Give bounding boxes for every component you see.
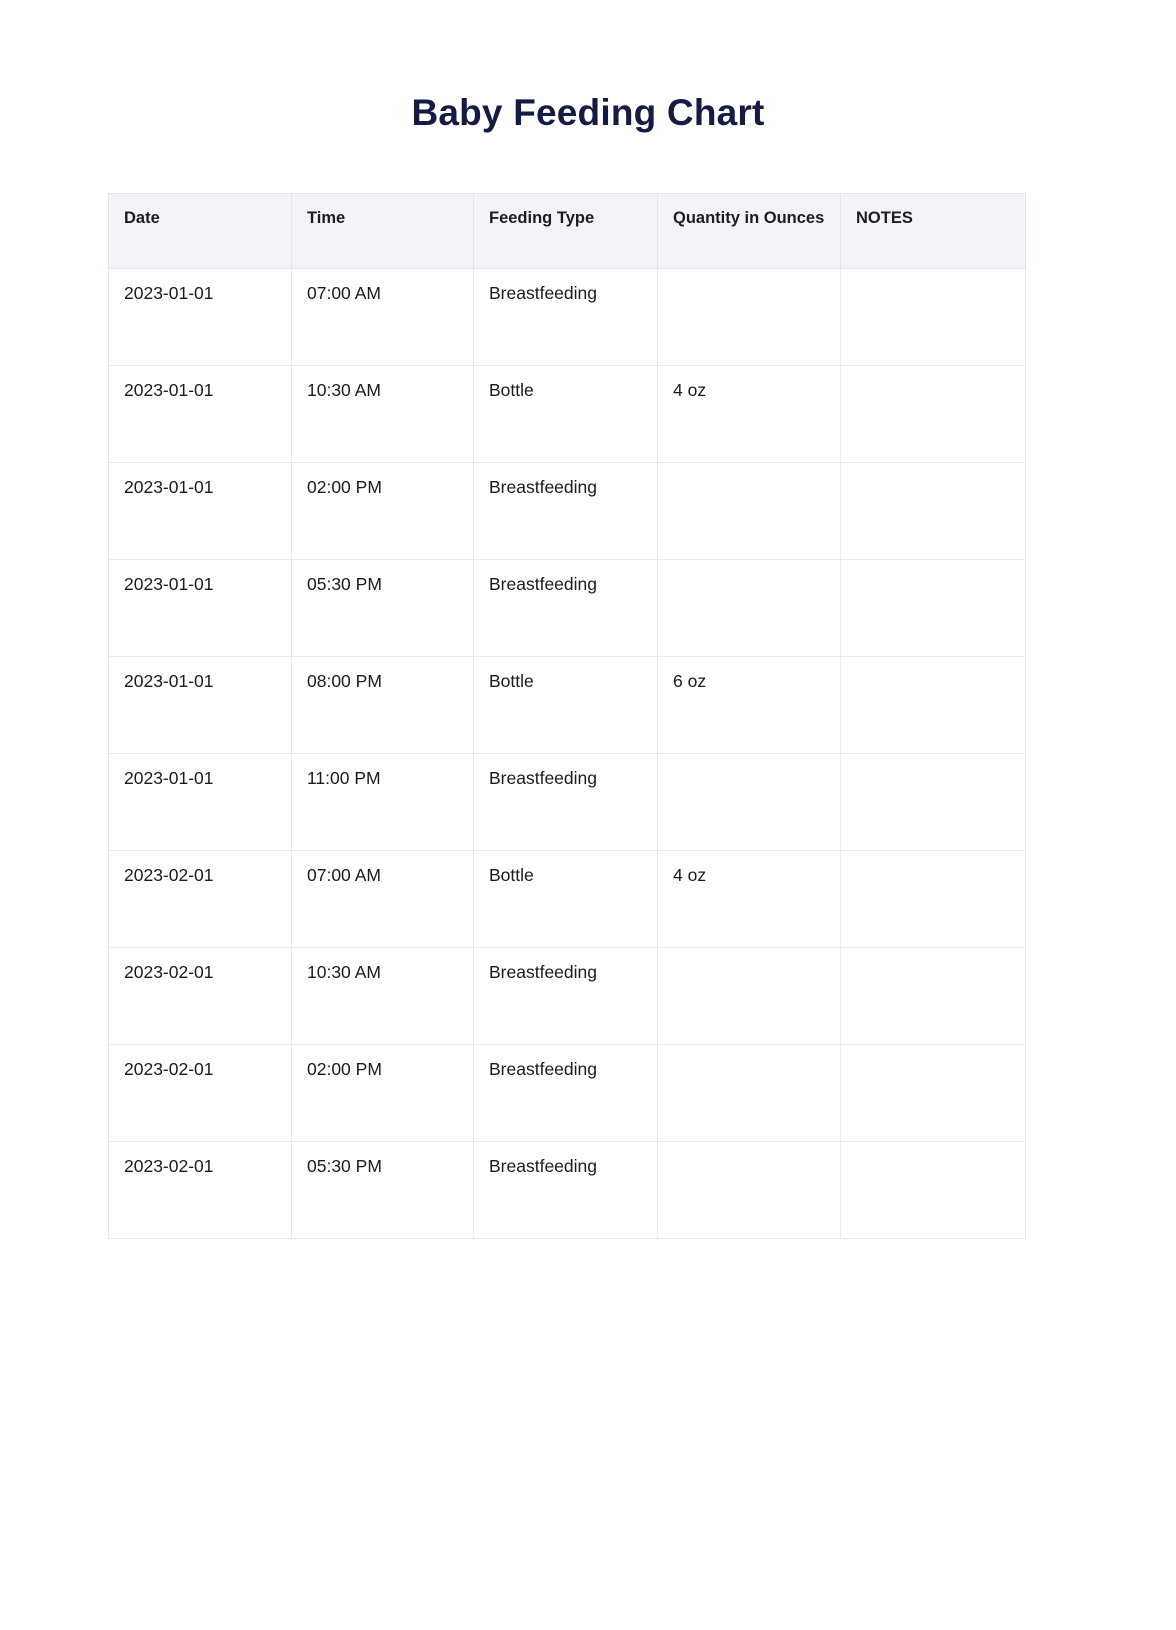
cell-time: 08:00 PM — [292, 657, 474, 754]
cell-time: 07:00 AM — [292, 851, 474, 948]
table-row — [109, 657, 1026, 754]
cell-date: 2023-01-01 — [109, 269, 292, 366]
table-row — [109, 1045, 1026, 1142]
cell-notes — [841, 948, 1026, 1045]
cell-date: 2023-01-01 — [109, 657, 292, 754]
column-header-date: Date — [109, 194, 292, 269]
cell-feeding-type: Breastfeeding — [474, 754, 658, 851]
column-header-notes: NOTES — [841, 194, 1026, 269]
cell-notes — [841, 560, 1026, 657]
table-row — [109, 948, 1026, 1045]
cell-date: 2023-01-01 — [109, 366, 292, 463]
table-row — [109, 560, 1026, 657]
cell-feeding-type: Bottle — [474, 851, 658, 948]
cell-date: 2023-02-01 — [109, 851, 292, 948]
table-header-row — [109, 194, 1026, 269]
feeding-table-container — [108, 193, 1025, 1239]
cell-date: 2023-01-01 — [109, 560, 292, 657]
table-body — [109, 269, 1026, 1239]
cell-time: 07:00 AM — [292, 269, 474, 366]
table-row — [109, 754, 1026, 851]
cell-quantity — [658, 1142, 841, 1239]
table-row — [109, 269, 1026, 366]
table-row — [109, 366, 1026, 463]
table-row — [109, 1142, 1026, 1239]
cell-date: 2023-01-01 — [109, 463, 292, 560]
baby-feeding-table — [108, 193, 1026, 1239]
cell-feeding-type: Breastfeeding — [474, 269, 658, 366]
cell-time: 10:30 AM — [292, 948, 474, 1045]
cell-quantity: 4 oz — [658, 851, 841, 948]
cell-feeding-type: Breastfeeding — [474, 1142, 658, 1239]
cell-time: 11:00 PM — [292, 754, 474, 851]
cell-quantity: 4 oz — [658, 366, 841, 463]
column-header-feeding-type: Feeding Type — [474, 194, 658, 269]
cell-notes — [841, 851, 1026, 948]
cell-time: 10:30 AM — [292, 366, 474, 463]
cell-feeding-type: Bottle — [474, 657, 658, 754]
column-header-time: Time — [292, 194, 474, 269]
table-row — [109, 463, 1026, 560]
cell-quantity — [658, 754, 841, 851]
cell-feeding-type: Bottle — [474, 366, 658, 463]
table-header — [109, 194, 1026, 269]
cell-notes — [841, 1142, 1026, 1239]
cell-time: 05:30 PM — [292, 1142, 474, 1239]
column-header-quantity: Quantity in Ounces — [658, 194, 841, 269]
cell-date: 2023-02-01 — [109, 1045, 292, 1142]
page-title: Baby Feeding Chart — [411, 92, 765, 133]
cell-quantity — [658, 463, 841, 560]
cell-quantity — [658, 948, 841, 1045]
cell-date: 2023-02-01 — [109, 1142, 292, 1239]
cell-time: 05:30 PM — [292, 560, 474, 657]
cell-quantity: 6 oz — [658, 657, 841, 754]
cell-notes — [841, 463, 1026, 560]
cell-notes — [841, 1045, 1026, 1142]
cell-notes — [841, 754, 1026, 851]
cell-date: 2023-02-01 — [109, 948, 292, 1045]
cell-time: 02:00 PM — [292, 1045, 474, 1142]
cell-notes — [841, 657, 1026, 754]
cell-feeding-type: Breastfeeding — [474, 560, 658, 657]
cell-feeding-type: Breastfeeding — [474, 463, 658, 560]
cell-quantity — [658, 560, 841, 657]
cell-feeding-type: Breastfeeding — [474, 1045, 658, 1142]
cell-time: 02:00 PM — [292, 463, 474, 560]
cell-date: 2023-01-01 — [109, 754, 292, 851]
cell-feeding-type: Breastfeeding — [474, 948, 658, 1045]
cell-notes — [841, 269, 1026, 366]
table-row — [109, 851, 1026, 948]
cell-notes — [841, 366, 1026, 463]
cell-quantity — [658, 1045, 841, 1142]
cell-quantity — [658, 269, 841, 366]
